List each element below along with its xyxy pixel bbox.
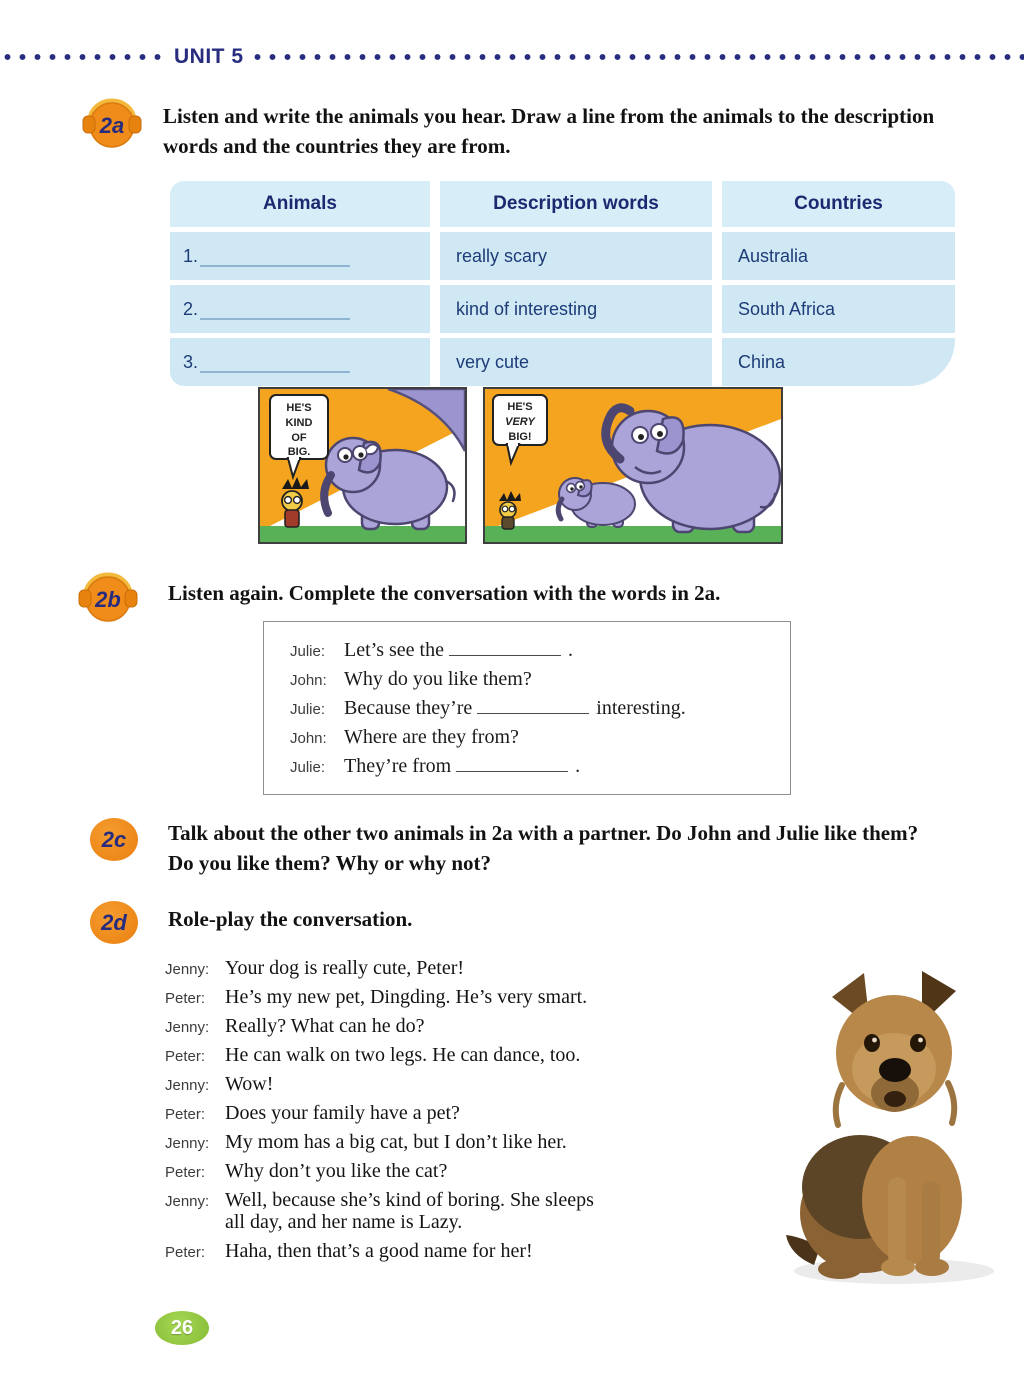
instruction-2d: Role-play the conversation. [168,907,413,931]
dialogue-text: interesting. [596,697,686,719]
instruction-2c: Talk about the other two animals in 2a with a partner. Do John and Julie like them? Do you like them? Why or why not? [168,821,919,876]
fill-in-blank [449,642,561,656]
dialogue-text: Because they’re [344,697,473,719]
dialogue-text: Well, because she’s kind of boring. She sleeps all day, and her name is Lazy. [225,1189,594,1233]
table-row-2-description: kind of interesting [440,285,712,333]
roleplay-dialogue [165,957,765,1269]
dialogue-text: Let’s see the [344,639,444,661]
bubble-text: KIND [285,417,313,429]
activity-badge-2d [90,901,138,944]
dialogue-text: My mom has a big cat, but I don’t like her. [225,1131,567,1153]
table-row-2-country: South Africa [722,285,955,333]
column-header-countries: Countries [722,181,955,227]
bubble-text: BIG. [287,446,311,458]
dialogue-text: He’s my new pet, Dingding. He’s very smart. [225,986,588,1008]
bubble-text: OF [291,432,307,444]
activity-badge-2a [82,94,142,150]
speaker-label: Peter: [165,1244,206,1261]
headphones-icon [82,94,142,150]
dotted-rule-left [0,53,168,61]
dialogue-text: Wow! [225,1073,274,1095]
badge-label-2a: 2a [99,113,125,138]
dialogue-text: Your dog is really cute, Peter! [225,957,465,979]
instruction-2a: Listen and write the animals you hear. Draw a line from the animals to the description words and the countries they are from. [163,104,935,159]
conversation-line [290,755,790,784]
conversation-line [290,697,790,726]
speaker-label: John: [290,730,327,747]
speaker-label: Jenny: [165,1077,210,1094]
activity-badge-2b [78,568,138,624]
bubble-text: HE'S [286,402,312,414]
dialogue-line [165,986,765,1008]
badge-label-2c: 2c [101,826,127,852]
table-row-3-country: China [722,338,955,386]
page-number: 26 [170,1316,194,1339]
dialogue-text: . [575,755,581,777]
dialogue-line [165,1044,765,1066]
activity-badge-2c [90,818,138,861]
unit-header [0,45,1024,68]
dialogue-text: Why don’t you like the cat? [225,1160,448,1182]
fill-in-blank [477,700,589,714]
badge-label-2b: 2b [95,587,121,612]
conversation-line [290,668,790,697]
table-row-1-country: Australia [722,232,955,280]
conversation-line [290,639,790,668]
speaker-label: Jenny: [165,1019,210,1036]
comic-panel-2 [483,387,783,544]
grass [260,526,465,542]
dog-photo [772,965,1020,1295]
column-header-description: Description words [440,181,712,227]
speaker-label: Julie: [290,701,326,718]
dialogue-text: Does your family have a pet? [225,1102,460,1124]
fill-in-blank [456,758,568,772]
answer-blank [200,299,350,320]
speaker-label: Peter: [165,1164,206,1181]
table-row-1-description: really scary [440,232,712,280]
speaker-label: Peter: [165,990,206,1007]
instruction-2b: Listen again. Complete the conversation with the words in 2a. [168,581,721,605]
bubble-text: BIG! [508,431,532,443]
dialogue-text: Haha, then that’s a good name for her! [225,1240,533,1262]
answer-blank [200,246,350,267]
speaker-label: Jenny: [165,961,210,978]
table-row-3-description: very cute [440,338,712,386]
dialogue-line [165,1131,765,1153]
dialogue-text: Where are they from? [344,726,519,748]
bubble-text: HE'S [507,401,533,413]
dialogue-text: Really? What can he do? [225,1015,425,1037]
dialogue-line [165,1189,765,1233]
table-row-1-animal [170,232,430,280]
column-header-animals: Animals [170,181,430,227]
speaker-label: Julie: [290,759,326,776]
dialogue-text: . [567,639,573,661]
dialogue-line [165,1015,765,1037]
row-number: 1. [183,245,199,266]
dialogue-line [165,1240,765,1262]
dialogue-text: He can walk on two legs. He can dance, too. [225,1044,581,1066]
headphones-icon [78,568,138,624]
speaker-label: John: [290,672,327,689]
answer-blank [200,352,350,373]
dialogue-text: Why do you like them? [344,668,532,690]
row-number: 2. [183,298,199,319]
dialogue-text: They’re from [344,755,452,777]
speaker-label: Jenny: [165,1135,210,1152]
speaker-label: Peter: [165,1048,206,1065]
dialogue-line [165,957,765,979]
bubble-text: VERY [505,416,535,428]
elephant-comic-strip [258,387,783,544]
conversation-box [263,621,791,795]
speaker-label: Peter: [165,1106,206,1123]
conversation-line [290,726,790,755]
speaker-label: Julie: [290,643,326,660]
table-row-3-animal [170,338,430,386]
comic-panel-1 [258,387,467,544]
animals-table [170,181,945,386]
row-number: 3. [183,351,199,372]
dialogue-line [165,1102,765,1124]
speaker-label: Jenny: [165,1193,210,1210]
dotted-rule-right [250,53,1024,61]
unit-title: UNIT 5 [174,45,244,68]
page-number-badge [155,1311,209,1345]
dialogue-line [165,1073,765,1095]
dialogue-line [165,1160,765,1182]
table-row-2-animal [170,285,430,333]
badge-label-2d: 2d [101,909,127,935]
